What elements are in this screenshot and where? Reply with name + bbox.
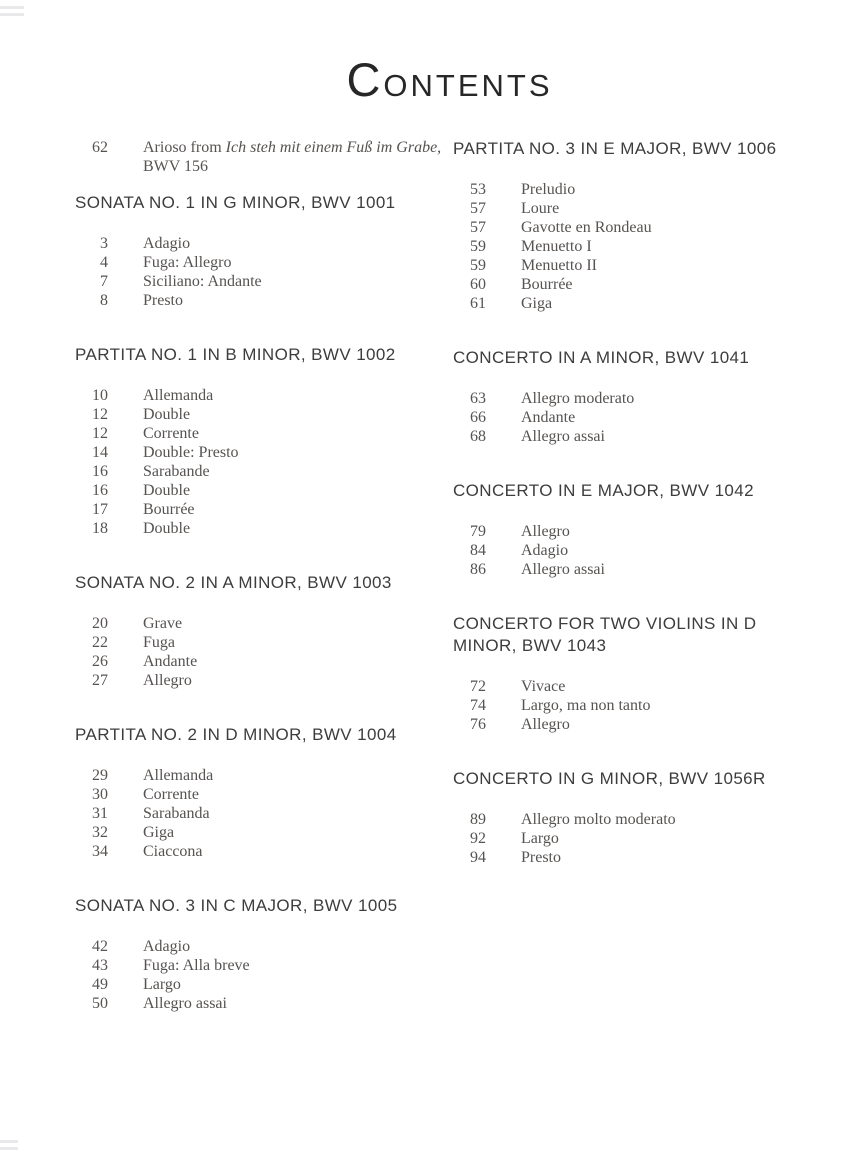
toc-entry-title: Menuetto II xyxy=(521,257,597,274)
toc-entry-title: Largo, ma non tanto xyxy=(521,697,651,714)
toc-entry-title xyxy=(143,138,443,176)
toc-entry xyxy=(453,256,823,275)
toc-section xyxy=(75,895,453,1013)
toc-entry-page-number: 72 xyxy=(470,678,486,695)
toc-entry-title: Adagio xyxy=(143,938,191,955)
toc-entry xyxy=(453,848,823,867)
toc-entry-title: Double xyxy=(143,520,191,537)
toc-entry-page-number: 4 xyxy=(100,254,108,271)
toc-entry xyxy=(453,677,823,696)
toc-entry xyxy=(453,560,823,579)
toc-entry-page-number: 3 xyxy=(100,235,108,252)
toc-entry xyxy=(75,823,453,842)
toc-entry-title: Siciliano: Andante xyxy=(143,273,262,290)
toc-entry xyxy=(453,541,823,560)
toc-entry-page-number: 7 xyxy=(100,273,108,290)
toc-entry xyxy=(75,386,453,405)
scan-artifact xyxy=(0,13,24,16)
toc-entry xyxy=(75,633,453,652)
toc-entry-page-number: 8 xyxy=(100,292,108,309)
toc-entry-title: Presto xyxy=(521,849,561,866)
toc-entry-title: Corrente xyxy=(143,425,199,442)
section-entries xyxy=(75,937,453,1013)
toc-entry xyxy=(453,696,823,715)
toc-entry-page-number: 43 xyxy=(92,957,108,974)
toc-entry xyxy=(75,462,453,481)
toc-entry xyxy=(75,291,453,310)
toc-entry-page-number: 63 xyxy=(470,390,486,407)
toc-entry xyxy=(75,253,453,272)
section-heading: CONCERTO IN G MINOR, BWV 1056R xyxy=(453,769,766,788)
scan-artifact xyxy=(0,1147,18,1150)
toc-sections-left xyxy=(75,192,453,1013)
toc-entry-title: Fuga xyxy=(143,634,175,651)
toc-entry-page-number: 16 xyxy=(92,482,108,499)
toc-column-right xyxy=(453,138,823,901)
section-entries xyxy=(453,810,823,867)
section-entries xyxy=(453,677,823,734)
section-heading: CONCERTO FOR TWO VIOLINS IN D MINOR, BWV 1043 xyxy=(453,614,757,655)
toc-sections-right xyxy=(453,138,823,867)
toc-entry xyxy=(75,652,453,671)
toc-entry xyxy=(75,766,453,785)
toc-entry xyxy=(453,275,823,294)
toc-entry xyxy=(453,427,823,446)
toc-entry-title: Andante xyxy=(143,653,198,670)
toc-entry-title: Preludio xyxy=(521,181,576,198)
toc-entry xyxy=(453,829,823,848)
section-heading: PARTITA NO. 2 IN D MINOR, BWV 1004 xyxy=(75,725,397,744)
toc-entry-page-number: 84 xyxy=(470,542,486,559)
toc-entry xyxy=(75,234,453,253)
toc-entry-title: Allegro assai xyxy=(521,561,605,578)
toc-section xyxy=(75,344,453,538)
toc-entry-title: Allegro assai xyxy=(143,995,227,1012)
toc-entry-title: Presto xyxy=(143,292,183,309)
toc-entry-title: Double xyxy=(143,482,191,499)
toc-entry-page-number: 57 xyxy=(470,219,486,236)
scan-artifact xyxy=(0,1140,18,1143)
toc-entry xyxy=(453,408,823,427)
toc-entry-title: Andante xyxy=(521,409,576,426)
toc-section xyxy=(453,480,823,579)
toc-entry xyxy=(453,294,823,313)
page-title: CONTENTS xyxy=(346,53,553,106)
toc-entry-title: Vivace xyxy=(521,678,566,695)
section-heading: SONATA NO. 3 IN C MAJOR, BWV 1005 xyxy=(75,896,398,915)
toc-entry-page-number: 12 xyxy=(92,406,108,423)
toc-entry-page-number: 62 xyxy=(92,139,108,156)
toc-section xyxy=(453,613,823,734)
toc-entry xyxy=(75,956,453,975)
toc-entry-page-number: 76 xyxy=(470,716,486,733)
toc-entry-page-number: 26 xyxy=(92,653,108,670)
toc-entry-page-number: 60 xyxy=(470,276,486,293)
toc-entry xyxy=(75,614,453,633)
toc-section xyxy=(453,768,823,867)
toc-entry-page-number: 61 xyxy=(470,295,486,312)
toc-entry-title: Ciaccona xyxy=(143,843,203,860)
toc-entry-page-number: 10 xyxy=(92,387,108,404)
toc-entry-title: Double xyxy=(143,406,191,423)
toc-entry xyxy=(75,481,453,500)
toc-entry-page-number: 68 xyxy=(470,428,486,445)
toc-entry-title-italic: Ich steh mit einem Fuß im Grabe, xyxy=(225,139,442,156)
toc-entry-title: Bourrée xyxy=(521,276,573,293)
section-entries xyxy=(75,766,453,861)
toc-entry xyxy=(75,785,453,804)
toc-entry-page-number: 32 xyxy=(92,824,108,841)
toc-entry-title-prefix: Arioso from xyxy=(143,139,226,156)
toc-entry-page-number: 30 xyxy=(92,786,108,803)
section-heading: SONATA NO. 1 IN G MINOR, BWV 1001 xyxy=(75,193,396,212)
toc-entry-page-number: 66 xyxy=(470,409,486,426)
toc-entry-title: Double: Presto xyxy=(143,444,239,461)
section-entries xyxy=(453,389,823,446)
toc-entry-page-number: 92 xyxy=(470,830,486,847)
toc-entry-title: Largo xyxy=(143,976,181,993)
toc-entry xyxy=(75,519,453,538)
toc-entry xyxy=(75,272,453,291)
toc-column-left xyxy=(75,138,453,1047)
toc-entry-page-number: 31 xyxy=(92,805,108,822)
section-entries xyxy=(75,614,453,690)
toc-entry-page-number: 42 xyxy=(92,938,108,955)
toc-entry xyxy=(75,937,453,956)
section-heading: CONCERTO IN E MAJOR, BWV 1042 xyxy=(453,481,754,500)
toc-entry xyxy=(453,389,823,408)
toc-entry-page-number: 17 xyxy=(92,501,108,518)
toc-entry-title: Allegro xyxy=(143,672,192,689)
toc-entry-title: Corrente xyxy=(143,786,199,803)
toc-entry-title: Giga xyxy=(143,824,175,841)
toc-entry xyxy=(453,810,823,829)
toc-entry-title: Sarabanda xyxy=(143,805,210,822)
toc-entry-title: Loure xyxy=(521,200,560,217)
toc-entry-title: Allegro xyxy=(521,523,570,540)
toc-entry-title: Menuetto I xyxy=(521,238,592,255)
toc-section xyxy=(453,138,823,313)
toc-entry-title: Allegro moderato xyxy=(521,390,635,407)
toc-entry-page-number: 18 xyxy=(92,520,108,537)
toc-entry-arioso xyxy=(75,138,453,176)
section-entries xyxy=(75,386,453,538)
toc-entry-title: Fuga: Alla breve xyxy=(143,957,250,974)
toc-entry-page-number: 86 xyxy=(470,561,486,578)
toc-entry-title: Adagio xyxy=(143,235,191,252)
toc-entry-page-number: 74 xyxy=(470,697,486,714)
section-entries xyxy=(453,180,823,313)
toc-entry-title: Giga xyxy=(521,295,553,312)
toc-section xyxy=(453,347,823,446)
toc-entry-title: Allemanda xyxy=(143,767,214,784)
toc-entry-page-number: 50 xyxy=(92,995,108,1012)
section-heading: PARTITA NO. 1 IN B MINOR, BWV 1002 xyxy=(75,345,396,364)
toc-entry-page-number: 27 xyxy=(92,672,108,689)
toc-entry xyxy=(75,405,453,424)
toc-entry-page-number: 79 xyxy=(470,523,486,540)
toc-entry-page-number: 22 xyxy=(92,634,108,651)
toc-entry xyxy=(453,218,823,237)
section-heading: PARTITA NO. 3 IN E MAJOR, BWV 1006 xyxy=(453,139,777,158)
toc-entry-page-number: 16 xyxy=(92,463,108,480)
toc-entry-page-number: 59 xyxy=(470,238,486,255)
toc-entry xyxy=(75,994,453,1013)
scan-artifact xyxy=(0,6,24,9)
toc-entry-page-number: 49 xyxy=(92,976,108,993)
toc-entry xyxy=(453,199,823,218)
toc-entry-title: Gavotte en Rondeau xyxy=(521,219,652,236)
toc-entry-title: Grave xyxy=(143,615,183,632)
toc-section xyxy=(75,724,453,861)
toc-entry-page-number: 89 xyxy=(470,811,486,828)
toc-entry-title: Fuga: Allegro xyxy=(143,254,232,271)
toc-entry xyxy=(75,424,453,443)
toc-entry-title: Adagio xyxy=(521,542,569,559)
toc-entry xyxy=(75,500,453,519)
toc-entry xyxy=(453,237,823,256)
toc-entry xyxy=(75,671,453,690)
toc-columns xyxy=(75,138,824,1047)
toc-section xyxy=(75,192,453,310)
section-entries xyxy=(453,522,823,579)
toc-entry-page-number: 57 xyxy=(470,200,486,217)
section-heading: CONCERTO IN A MINOR, BWV 1041 xyxy=(453,348,750,367)
toc-entry-page-number: 53 xyxy=(470,181,486,198)
toc-entry-title: Allemanda xyxy=(143,387,214,404)
toc-entry xyxy=(75,804,453,823)
toc-entry-page-number: 29 xyxy=(92,767,108,784)
toc-entry-page-number: 34 xyxy=(92,843,108,860)
toc-entry xyxy=(75,842,453,861)
toc-section xyxy=(75,572,453,690)
toc-entry-page-number: 20 xyxy=(92,615,108,632)
section-heading: SONATA NO. 2 IN A MINOR, BWV 1003 xyxy=(75,573,392,592)
toc-entry-title: Sarabande xyxy=(143,463,210,480)
toc-entry xyxy=(453,715,823,734)
toc-entry-title: Largo xyxy=(521,830,559,847)
toc-entry-title: Allegro assai xyxy=(521,428,605,445)
toc-entry-title: Bourrée xyxy=(143,501,195,518)
toc-entry xyxy=(75,975,453,994)
toc-entry-page-number: 14 xyxy=(92,444,108,461)
toc-entry xyxy=(453,522,823,541)
toc-entry-title-suffix: BWV 156 xyxy=(143,158,209,175)
toc-entry-page-number: 59 xyxy=(470,257,486,274)
toc-entry-title: Allegro molto moderato xyxy=(521,811,676,828)
section-entries xyxy=(75,234,453,310)
toc-entry xyxy=(75,443,453,462)
toc-entry-page-number: 94 xyxy=(470,849,486,866)
toc-entry-page-number: 12 xyxy=(92,425,108,442)
toc-entry xyxy=(453,180,823,199)
toc-entry-title: Allegro xyxy=(521,716,570,733)
